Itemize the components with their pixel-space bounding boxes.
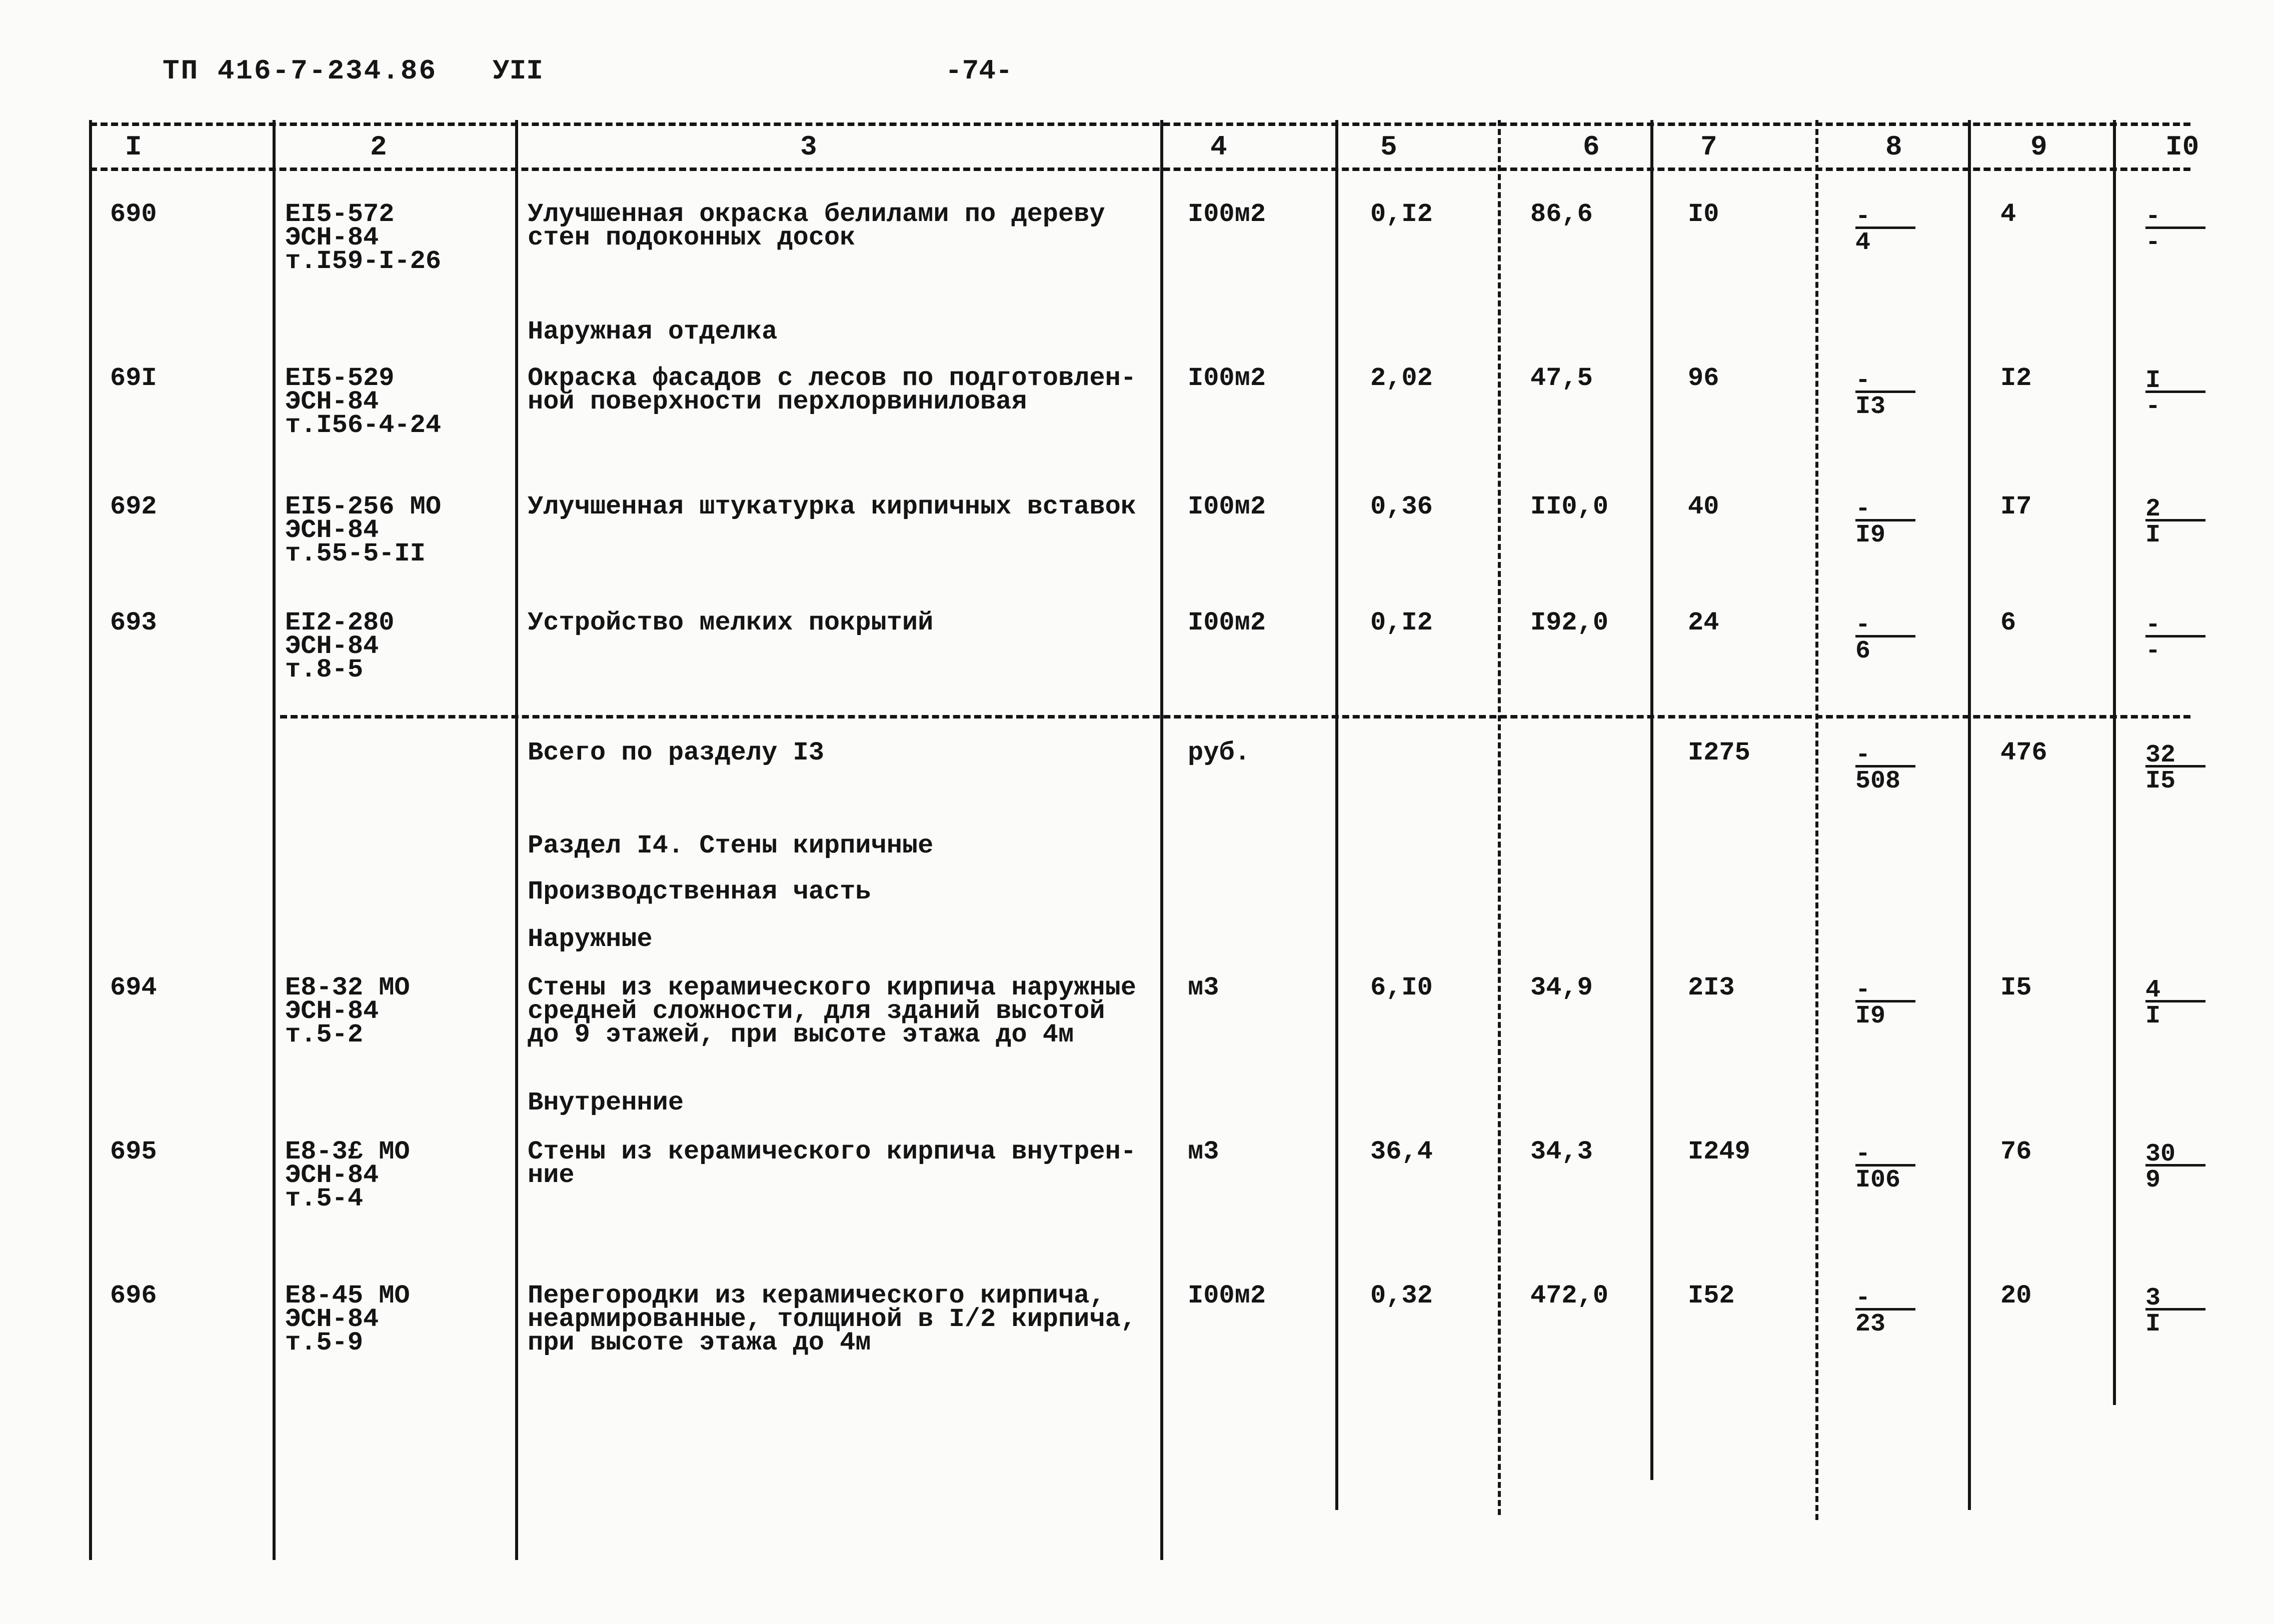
row-number: 69I xyxy=(110,364,157,393)
row-description: Перегородки из керамического кирпича, xyxy=(528,1281,1105,1310)
row-price: 472,0 xyxy=(1530,1281,1609,1310)
row-code: т.5-9 xyxy=(285,1328,364,1358)
row-description: Улучшенная окраска белилами по дереву xyxy=(528,200,1105,229)
subtotal-rule xyxy=(280,715,2190,718)
row-col9: I5 xyxy=(2000,973,2032,1002)
column-divider xyxy=(1335,120,1338,1510)
row-code: EI5-256 MO xyxy=(285,492,442,522)
row-code: EI5-529 xyxy=(285,364,395,393)
row-code: ЭСН-84 xyxy=(285,632,379,661)
col-header-5: 5 xyxy=(1380,131,1397,163)
section-total-col9: 476 xyxy=(2000,738,2047,768)
row-unit: I00м2 xyxy=(1188,608,1266,638)
subsection-label: Наружные xyxy=(528,924,653,954)
row-code: EI2-280 xyxy=(285,608,395,638)
row-description: ной поверхности перхлорвиниловая xyxy=(528,387,1027,416)
section-heading: Раздел I4. Стены кирпичные xyxy=(528,831,934,860)
col-header-10: I0 xyxy=(2165,131,2199,163)
column-divider xyxy=(2113,120,2116,1405)
row-total: I0 xyxy=(1688,200,1719,229)
column-divider xyxy=(1160,120,1163,1560)
row-quantity: 2,02 xyxy=(1370,364,1433,393)
row-quantity: 0,I2 xyxy=(1370,200,1433,229)
column-divider xyxy=(1650,120,1653,1480)
row-description: Стены из керамического кирпича внутрен- xyxy=(528,1137,1136,1166)
row-total: 24 xyxy=(1688,608,1719,638)
row-unit: I00м2 xyxy=(1188,200,1266,229)
col-header-3: 3 xyxy=(800,131,817,163)
row-col9: 4 xyxy=(2000,200,2016,229)
row-code: ЭСН-84 xyxy=(285,223,379,252)
row-description: до 9 этажей, при высоте этажа до 4м xyxy=(528,1020,1074,1050)
row-code: E8-32 MO xyxy=(285,973,410,1002)
row-code: т.I59-I-26 xyxy=(285,246,442,276)
row-total: 96 xyxy=(1688,364,1719,393)
section-total-unit: руб. xyxy=(1188,738,1250,768)
row-col9: 76 xyxy=(2000,1137,2032,1166)
row-number: 692 xyxy=(110,492,157,522)
row-price: 34,3 xyxy=(1530,1137,1593,1166)
row-total: 40 xyxy=(1688,492,1719,522)
row-code: ЭСН-84 xyxy=(285,1304,379,1334)
document-code: ТП 416-7-234.86 xyxy=(163,55,438,87)
row-unit: I00м2 xyxy=(1188,1281,1266,1310)
row-price: 86,6 xyxy=(1530,200,1593,229)
row-quantity: 36,4 xyxy=(1370,1137,1433,1166)
column-divider xyxy=(1498,120,1501,1515)
subsection-label: Внутренние xyxy=(528,1088,684,1118)
col-header-6: 6 xyxy=(1583,131,1600,163)
row-unit: м3 xyxy=(1188,1137,1219,1166)
row-quantity: 0,36 xyxy=(1370,492,1433,522)
row-code: т.55-5-II xyxy=(285,539,426,568)
row-price: 47,5 xyxy=(1530,364,1593,393)
column-divider xyxy=(1815,120,1818,1520)
volume-number: УII xyxy=(493,55,543,87)
row-col9: I2 xyxy=(2000,364,2032,393)
col-header-8: 8 xyxy=(1885,131,1902,163)
subsection-label: Наружная отделка xyxy=(528,317,778,346)
row-description: неармированные, толщиной в I/2 кирпича, xyxy=(528,1304,1136,1334)
row-description: Улучшенная штукатурка кирпичных вставок xyxy=(528,492,1136,522)
row-unit: м3 xyxy=(1188,973,1219,1002)
row-code: ЭСН-84 xyxy=(285,387,379,416)
row-number: 690 xyxy=(110,200,157,229)
row-col9: 6 xyxy=(2000,608,2016,638)
row-description: Устройство мелких покрытий xyxy=(528,608,934,638)
row-price: II0,0 xyxy=(1530,492,1609,522)
row-price: 34,9 xyxy=(1530,973,1593,1002)
row-code: т.I56-4-24 xyxy=(285,410,442,440)
row-code: т.5-2 xyxy=(285,1020,364,1050)
row-description: ние xyxy=(528,1160,575,1190)
row-quantity: 0,32 xyxy=(1370,1281,1433,1310)
row-unit: I00м2 xyxy=(1188,364,1266,393)
row-code: т.8-5 xyxy=(285,655,364,684)
row-code: ЭСН-84 xyxy=(285,996,379,1026)
row-code: EI5-572 xyxy=(285,200,395,229)
header-bottom-rule xyxy=(90,168,2190,171)
col-header-4: 4 xyxy=(1210,131,1227,163)
row-total: 2I3 xyxy=(1688,973,1735,1002)
row-description: Окраска фасадов с лесов по подготовлен- xyxy=(528,364,1136,393)
row-code: E8-45 MO xyxy=(285,1281,410,1310)
row-unit: I00м2 xyxy=(1188,492,1266,522)
row-number: 693 xyxy=(110,608,157,638)
column-divider xyxy=(515,120,518,1560)
row-code: т.5-4 xyxy=(285,1184,364,1214)
top-rule xyxy=(90,122,2190,126)
row-price: I92,0 xyxy=(1530,608,1609,638)
row-description: средней сложности, для зданий высотой xyxy=(528,996,1105,1026)
row-code: E8-3£ MO xyxy=(285,1137,410,1166)
row-description: при высоте этажа до 4м xyxy=(528,1328,871,1358)
section-total-label: Всего по разделу I3 xyxy=(528,738,824,768)
col-header-9: 9 xyxy=(2030,131,2047,163)
row-number: 695 xyxy=(110,1137,157,1166)
page-number: -74- xyxy=(945,55,1013,87)
row-col9: I7 xyxy=(2000,492,2032,522)
subsection-label: Производственная часть xyxy=(528,877,871,906)
row-quantity: 6,I0 xyxy=(1370,973,1433,1002)
row-col9: 20 xyxy=(2000,1281,2032,1310)
row-description: Стены из керамического кирпича наружные xyxy=(528,973,1136,1002)
column-divider xyxy=(89,120,92,1560)
col-header-2: 2 xyxy=(370,131,387,163)
col-header-7: 7 xyxy=(1700,131,1717,163)
row-description: стен подоконных досок xyxy=(528,223,856,252)
col-header-1: I xyxy=(125,131,142,163)
column-divider xyxy=(273,120,276,1560)
column-divider xyxy=(1968,120,1971,1510)
row-quantity: 0,I2 xyxy=(1370,608,1433,638)
section-total-col7: I275 xyxy=(1688,738,1750,768)
document-page: ТП 416-7-234.86 УII -74- I 2 3 4 5 6 7 8 9 I0 690 EI5-572 ЭСН-84 т.I59-I-26 Улучшенная окраска белилами по дереву стен подоконных досок I00м2 0,I2 86,6 I0 - 4 4 - - Наружная отделка 69I EI5-529 ЭСН-84 т.I56-4-24 Окраска фасадов с лесов по подготовлен- ной поверхности перхлорвиниловая I00м2 2,02 47,5 96 - I3 I2 I - 692 EI5-256 MO ЭСН-84 т.55-5-II Улучшенная штукатурка кирпичных вставок I00м2 0,36 II0,0 40 - I9 I7 2 I 693 EI2-280 ЭСН-84 т.8-5 Устройство мелких покрытий I00м2 0,I2 I92,0 24 - 6 6 - - Всего по разделу I3 руб. I275 - 508 476 32 I5 Раздел I4. Стены кирпичные Производственная часть Наружные 694 E8-32 MO ЭСН-84 т.5-2 Стены из керамического кирпича наружные средней сложности, для зданий высотой до 9 этажей, при высоте этажа до 4м м3 6,I0 34,9 2I3 - I9 I5 4 I Внутренние 695 E8-3£ MO ЭСН-84 т.5-4 Стены из керамического кирпича внутрен- ние м3 36,4 34,3 I249 - I06 76 30 9 696 E8-45 MO ЭСН-84 т.5-9 Перегородки из керамического кирпича, неармированные, толщиной в I/2 кирпича, при высоте этажа до 4м I00м2 0,32 472,0 I52 - 23 20 3 I xyxy=(0,0,2274,1624)
row-number: 694 xyxy=(110,973,157,1002)
row-code: ЭСН-84 xyxy=(285,1160,379,1190)
row-code: ЭСН-84 xyxy=(285,516,379,545)
row-number: 696 xyxy=(110,1281,157,1310)
row-total: I249 xyxy=(1688,1137,1750,1166)
row-total: I52 xyxy=(1688,1281,1735,1310)
